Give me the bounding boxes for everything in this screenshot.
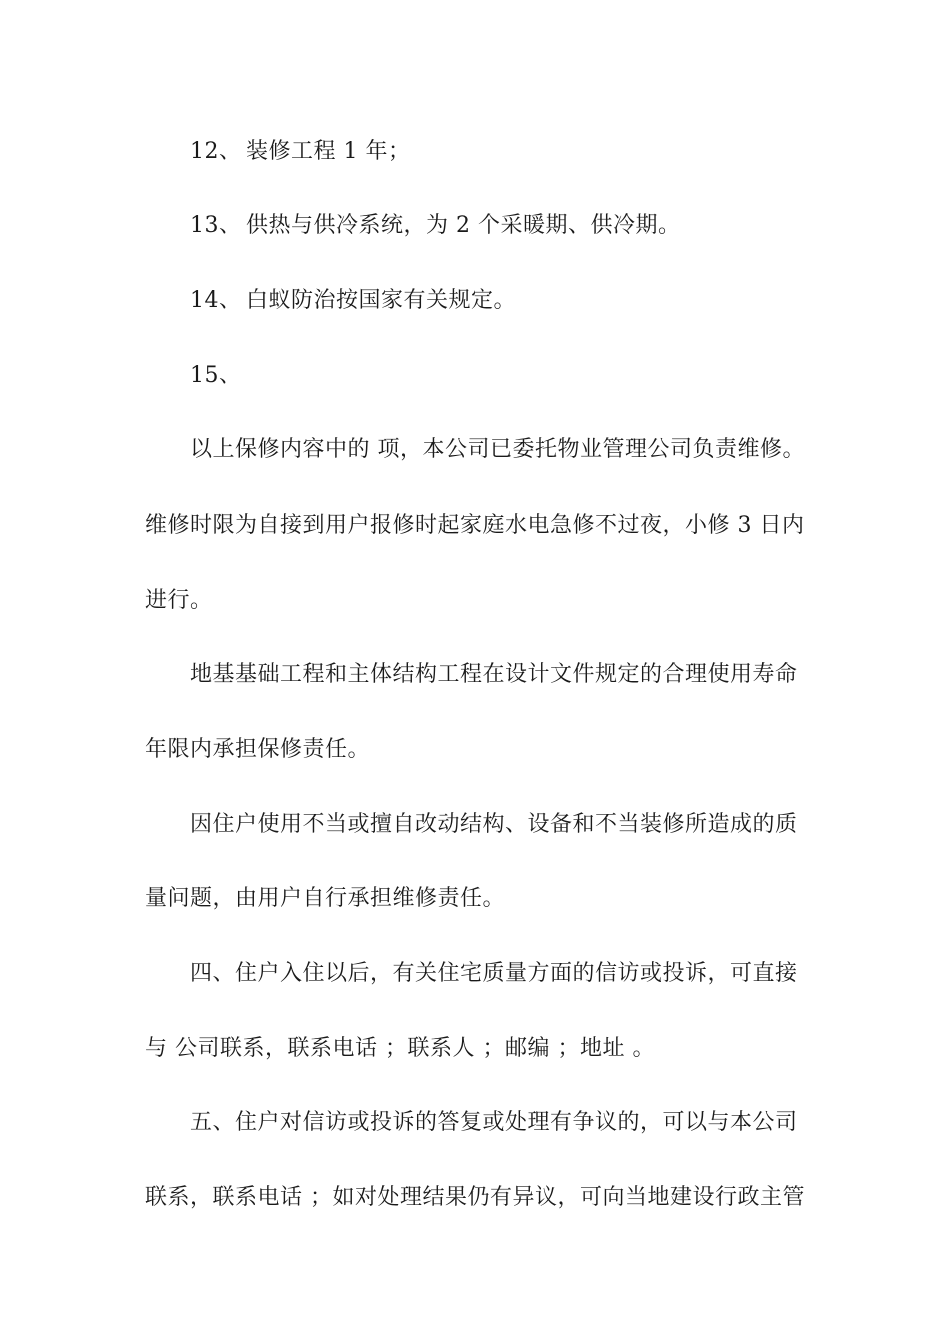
paragraph-line: 联系，联系电话 ；如对处理结果仍有异议，可向当地建设行政主管 [145,1185,805,1210]
list-item-14 [190,286,810,316]
paragraph-line: 地基基础工程和主体结构工程在设计文件规定的合理使用寿命 [190,662,798,687]
list-item-12 [190,137,810,167]
list-item-15 [190,361,810,391]
paragraph-line: 年限内承担保修责任。 [145,737,371,762]
paragraph-line: 以上保修内容中的 项，本公司已委托物业管理公司负责维修。 [190,437,805,462]
item-number: 12、 [190,139,242,164]
paragraph-line: 维修时限为自接到用户报修时起家庭水电急修不过夜，小修 3 日内 [145,513,805,538]
paragraph-line: 量问题，由用户自行承担维修责任。 [145,886,506,911]
paragraph-line: 五、住户对信访或投诉的答复或处理有争议的，可以与本公司 [190,1110,798,1135]
list-item-13 [190,211,810,241]
item-number: 15、 [190,363,242,388]
paragraph-line: 与 公司联系，联系电话 ；联系人 ；邮编 ；地址 。 [145,1036,655,1061]
item-text: 白蚁防治按国家有关规定。 [246,288,517,313]
item-number: 14、 [190,288,242,313]
item-text: 供热与供冷系统，为 2 个采暖期、供冷期。 [246,213,681,238]
item-text: 装修工程 1 年； [246,139,411,164]
paragraph-line: 进行。 [145,588,213,613]
item-number: 13、 [190,213,242,238]
paragraph-line: 因住户使用不当或擅自改动结构、设备和不当装修所造成的质 [190,812,798,837]
paragraph-line: 四、住户入住以后，有关住宅质量方面的信访或投诉，可直接 [190,961,798,986]
